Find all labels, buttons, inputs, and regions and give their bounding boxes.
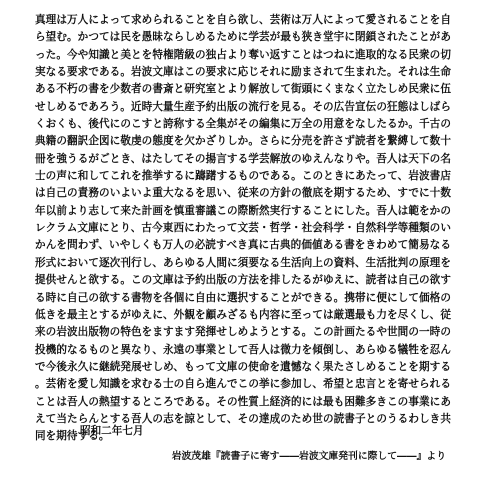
body-paragraph: 真理は万人によって求められることを自ら欲し、芸術は万人によって愛されることを自ら望む。かつては民を愚昧ならしめるために学芸が最も狭き堂宇に閉鎖されたことがあった。今や知識と美とを特権階級の独占より奪い返すことはつねに進取的なる民衆の切実なる要求である。岩波文庫はこの要求に応じそれに励まされて生まれた。それは生命ある不朽の書を少数者の書斎と研究室とより解放して街頭にくまなく立たしめ民衆に伍せしめるであろう。近時大量生産予約出版の流行を見る。その広告宣伝の狂態はしばらくおくも、後代にのこすと誇称する全集がその編集に万全の用意をなしたるか。千古の典籍の翻訳企図に敬虔の態度を欠かざりしか。さらに分売を許さず読者を繋縛して数十冊を強うるがごとき、はたしてその揚言する学芸解放のゆえんなりや。吾人は天下の名士の声に和してこれを推挙するに躊躇するものである。このときにあたって、岩波書店は自己の責務のいよいよ重大なるを思い、従来の方針の徹底を期するため、すでに十数年以前より志して来た計画を慎重審議この際断然実行することにした。吾人は範をかのレクラム文庫にとり、古今東西にわたって文芸・哲学・社会科学・自然科学等種類のいかんを問わず、いやしくも万人の必読すべき真に古典的価値ある書をきわめて簡易なる形式において逐次刊行し、あらゆる人間に須要なる生活向上の資料、生活批判の原理を提供せんと欲する。この文庫は予約出版の方法を排したるがゆえに、読者は自己の欲する時に自己の欲する書物を各個に自由に選択することができる。携帯に便にして価格の低きを最主とするがゆえに、外観を顧みざるも内容に至っては厳選最も力を尽くし、従来の岩波出版物の特色をますます発揮せしめようとする。この計画たるや世間の一時の投機的なるものと異なり、永遠の事業として吾人は微力を傾倒し、あらゆる犠牲を忍んで今後永久に継続発展せしめ、もって文庫の使命を遺憾なく果たさしめることを期する。芸術を愛し知識を求むる士の自ら進んでこの挙に参加し、希望と忠言とを寄せられることは吾人の熱望するところである。その性質上経済的には最も困難多きこの事業にあえて当たらんとする吾人の志を諒として、その達成のため世の読書子とのうるわしき共同を期待する。 — [35, 14, 451, 443]
date-line: 昭和二年七月 — [80, 425, 144, 437]
source-attribution: 岩波茂雄『読書子に寄す――岩波文庫発刊に際して――』より — [171, 451, 446, 462]
